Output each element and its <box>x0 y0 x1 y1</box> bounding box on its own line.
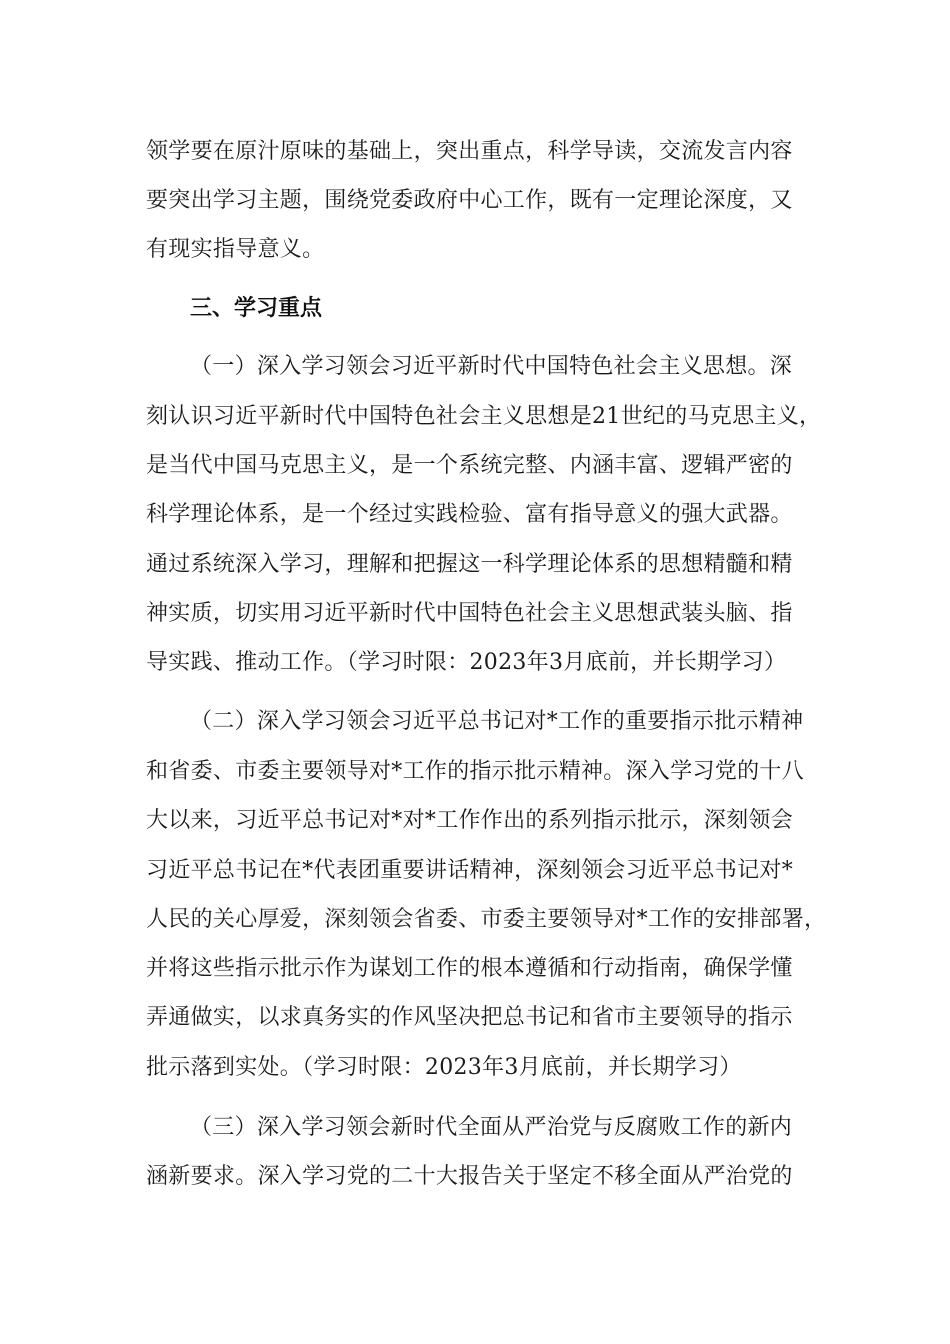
text-line: 通过系统深入学习，理解和把握这一科学理论体系的思想精髓和精 <box>146 552 793 577</box>
text-line: 和省委、市委主要领导对*工作的指示批示精神。深入学习党的十八 <box>146 759 805 784</box>
section-heading: 三、学习重点 <box>190 296 323 321</box>
text-line: 人民的关心厚爱，深刻领会省委、市委主要领导对*工作的安排部署， <box>146 907 827 932</box>
text-line: 导实践、推动工作。（学习时限：2023年3月底前，并长期学习） <box>146 650 787 675</box>
text-line: 要突出学习主题，围绕党委政府中心工作，既有一定理论深度，又 <box>146 188 793 213</box>
text-line: 弄通做实，以求真务实的作风坚决把总书记和省市主要领导的指示 <box>146 1005 793 1030</box>
text-line: 科学理论体系，是一个经过实践检验、富有指导意义的强大武器。 <box>146 502 793 527</box>
text-line: 涵新要求。深入学习党的二十大报告关于坚定不移全面从严治党的 <box>146 1164 793 1189</box>
text-line: （三）深入学习领会新时代全面从严治党与反腐败工作的新内 <box>190 1115 793 1140</box>
text-line: （二）深入学习领会习近平总书记对*工作的重要指示批示精神 <box>190 709 804 734</box>
text-line: 是当代中国马克思主义，是一个系统完整、内涵丰富、逻辑严密的 <box>146 453 793 478</box>
text-line: 刻认识习近平新时代中国特色社会主义思想是21世纪的马克思主义， <box>146 404 822 429</box>
text-line: 批示落到实处。（学习时限：2023年3月底前，并长期学习） <box>146 1055 742 1080</box>
text-line: 有现实指导意义。 <box>146 237 325 262</box>
text-line: 大以来，习近平总书记对*对*工作作出的系列指示批示，深刻领会 <box>146 808 794 833</box>
text-line: 习近平总书记在*代表团重要讲话精神，深刻领会习近平总书记对* <box>146 858 794 883</box>
text-line: 并将这些指示批示作为谋划工作的根本遵循和行动指南，确保学懂 <box>146 956 793 981</box>
text-line: 领学要在原汁原味的基础上，突出重点，科学导读，交流发言内容 <box>146 139 793 164</box>
text-line: 神实质，切实用习近平新时代中国特色社会主义思想武装头脑、指 <box>146 601 793 626</box>
text-line: （一）深入学习领会习近平新时代中国特色社会主义思想。深 <box>190 354 793 379</box>
